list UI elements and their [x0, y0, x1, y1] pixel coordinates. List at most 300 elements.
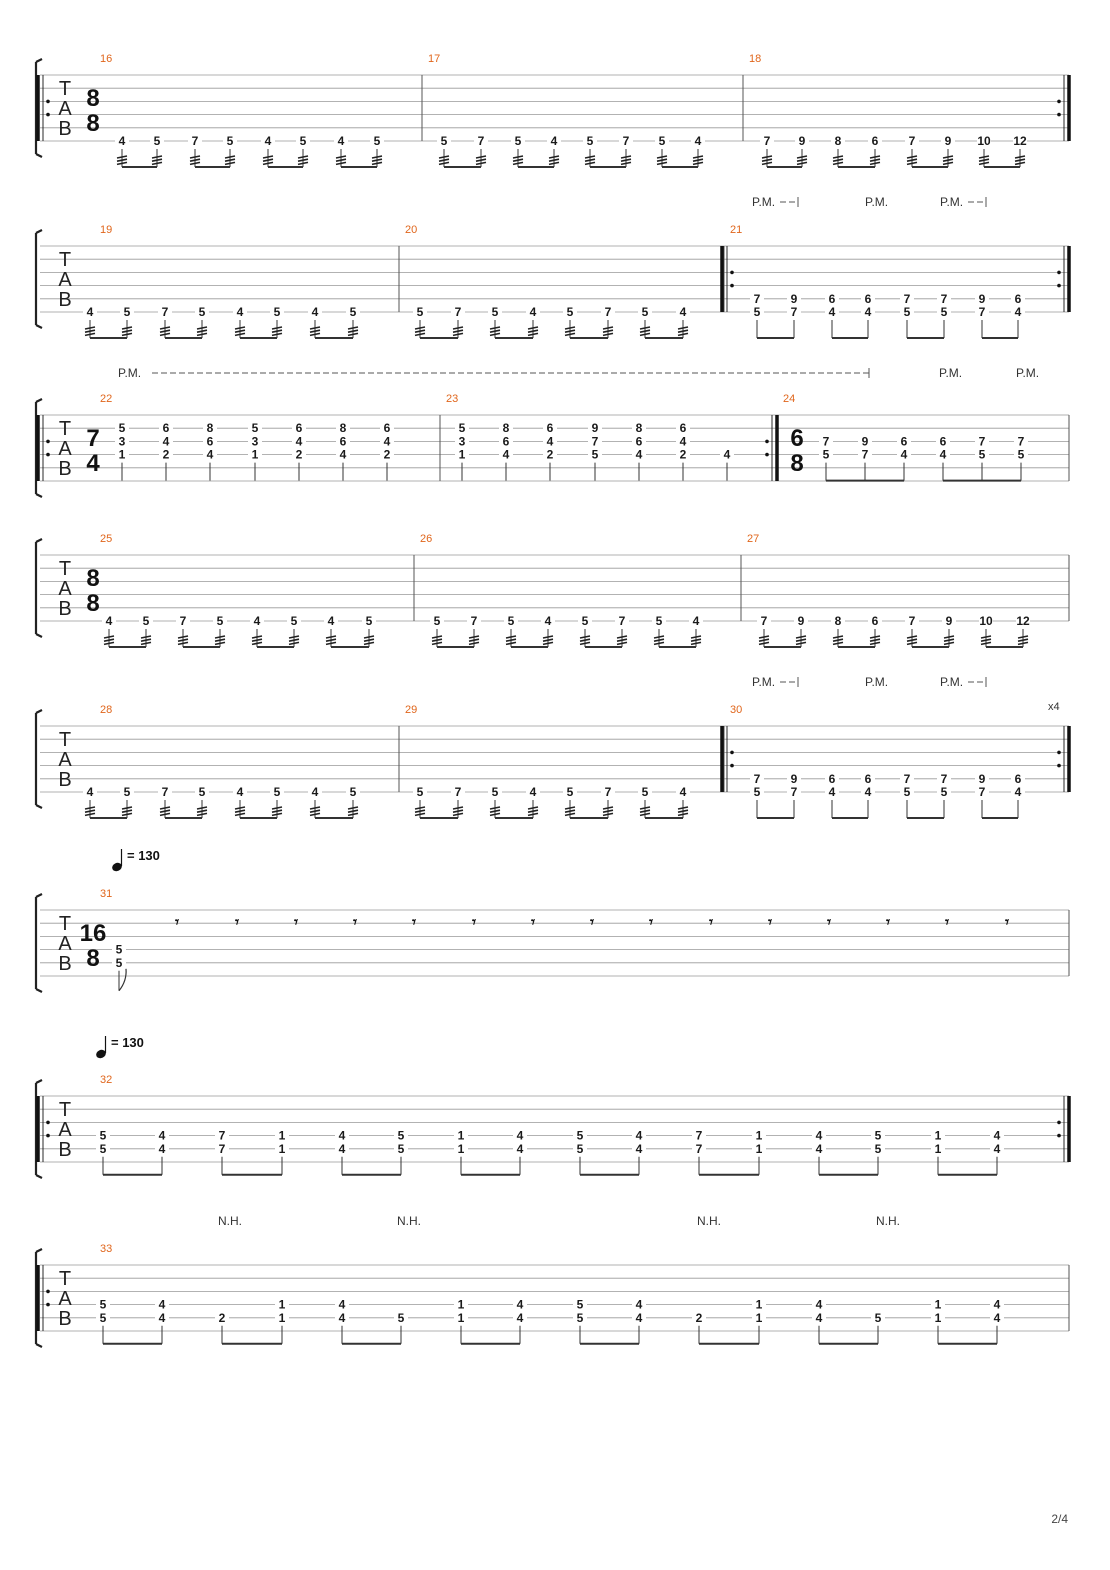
- fret-number: 7: [908, 614, 916, 628]
- tab-clef-letter: T: [58, 558, 72, 580]
- tremolo-stroke: [979, 156, 989, 158]
- fret-number: 5: [491, 305, 499, 319]
- fret-number: 4: [158, 1310, 166, 1325]
- palm-mute-marking: P.M.: [865, 675, 889, 689]
- tremolo-stroke: [263, 162, 273, 164]
- measure-number: 21: [730, 224, 743, 236]
- fret-number: 4: [327, 614, 335, 628]
- time-signature-top: 8: [86, 85, 100, 112]
- tremolo-stroke: [272, 810, 282, 812]
- fret-number: 4: [1014, 785, 1022, 799]
- fret-number: 5: [491, 785, 499, 799]
- eighth-rest: 𝄾: [945, 914, 949, 932]
- fret-number: 7: [903, 291, 911, 306]
- fret-number: 7: [753, 771, 761, 786]
- tremolo-stroke: [603, 807, 613, 809]
- tremolo-stroke: [289, 636, 299, 638]
- fret-number: 4: [993, 1128, 1001, 1143]
- fret-number: 4: [635, 447, 643, 462]
- fret-number: 5: [397, 1128, 405, 1143]
- tremolo-stroke: [215, 636, 225, 638]
- fret-number: 5: [591, 447, 599, 462]
- measure-21: [722, 224, 1069, 338]
- measure-19: [83, 224, 360, 338]
- fret-number: 4: [383, 434, 391, 449]
- fret-number: 7: [760, 614, 768, 628]
- fret-number: 4: [815, 1128, 823, 1143]
- palm-mute-marking: P.M.: [940, 195, 964, 209]
- fret-number: 7: [218, 1128, 226, 1143]
- tremolo-stroke: [122, 330, 132, 332]
- fret-number: 5: [586, 134, 594, 148]
- tremolo-stroke: [617, 636, 627, 638]
- tremolo-stroke: [272, 330, 282, 332]
- tremolo-stroke: [122, 810, 132, 812]
- fret-number: 4: [828, 785, 836, 799]
- fret-number: 6: [162, 421, 170, 436]
- eighth-rest: 𝄾: [294, 914, 298, 932]
- eighth-rest: 𝄾: [175, 914, 179, 932]
- harmonic-marking: N.H.: [218, 1214, 242, 1228]
- tremolo-stroke: [640, 813, 650, 815]
- tremolo-stroke: [490, 327, 500, 329]
- fret-number: 7: [604, 305, 612, 319]
- tremolo-stroke: [1015, 162, 1025, 164]
- fret-number: 4: [118, 134, 126, 148]
- tremolo-stroke: [289, 639, 299, 641]
- fret-number: 5: [440, 134, 448, 148]
- fret-number: 1: [278, 1128, 286, 1143]
- fret-number: 5: [198, 785, 206, 799]
- fret-number: 4: [311, 305, 319, 319]
- fret-number: 4: [550, 134, 558, 148]
- fret-number: 4: [544, 614, 552, 628]
- tremolo-stroke: [298, 159, 308, 161]
- repeat-dot: [1057, 1134, 1061, 1138]
- fret-number: 4: [1014, 305, 1022, 319]
- fret-number: 5: [641, 785, 649, 799]
- tremolo-stroke: [252, 639, 262, 641]
- repeat-dot: [1057, 1121, 1061, 1125]
- fret-number: 5: [115, 942, 123, 957]
- tremolo-stroke: [528, 807, 538, 809]
- tremolo-stroke: [252, 642, 262, 644]
- tremolo-stroke: [580, 636, 590, 638]
- fret-number: 6: [635, 434, 643, 449]
- fret-number: 7: [790, 785, 798, 799]
- tremolo-stroke: [415, 813, 425, 815]
- fret-number: 5: [142, 614, 150, 628]
- fret-number: 4: [206, 447, 214, 462]
- tremolo-stroke: [190, 159, 200, 161]
- fret-number: 5: [99, 1297, 107, 1312]
- tremolo-stroke: [944, 636, 954, 638]
- tab-clef-letter: A: [58, 438, 72, 460]
- tremolo-stroke: [657, 159, 667, 161]
- tremolo-stroke: [432, 636, 442, 638]
- fret-number: 8: [834, 134, 842, 148]
- time-signature-bottom: 8: [86, 110, 100, 137]
- fret-number: 5: [641, 305, 649, 319]
- tremolo-stroke: [654, 639, 664, 641]
- tremolo-stroke: [657, 156, 667, 158]
- tremolo-stroke: [870, 156, 880, 158]
- tremolo-stroke: [310, 327, 320, 329]
- tremolo-stroke: [310, 807, 320, 809]
- tremolo-stroke: [152, 156, 162, 158]
- tab-clef-letter: T: [58, 913, 72, 935]
- repeat-dot: [730, 284, 734, 288]
- tremolo-stroke: [432, 642, 442, 644]
- tremolo-stroke: [476, 159, 486, 161]
- tab-clef-letter: B: [58, 598, 72, 620]
- fret-number: 2: [218, 1310, 226, 1325]
- tremolo-stroke: [85, 810, 95, 812]
- fret-number: 7: [161, 305, 169, 319]
- tab-system-6: [36, 848, 1069, 992]
- fret-number: 5: [123, 305, 131, 319]
- tremolo-stroke: [235, 327, 245, 329]
- eighth-rest: 𝄾: [590, 914, 594, 932]
- tremolo-stroke: [759, 639, 769, 641]
- tremolo-stroke: [565, 327, 575, 329]
- tremolo-stroke: [348, 813, 358, 815]
- tremolo-stroke: [160, 327, 170, 329]
- tremolo-stroke: [678, 327, 688, 329]
- tremolo-stroke: [235, 333, 245, 335]
- tremolo-stroke: [797, 162, 807, 164]
- fret-number: 4: [502, 447, 510, 462]
- tab-clef-letter: T: [58, 729, 72, 751]
- tremolo-stroke: [439, 156, 449, 158]
- repeat-dot: [1057, 284, 1061, 288]
- fret-number: 7: [191, 134, 199, 148]
- tremolo-stroke: [490, 330, 500, 332]
- tremolo-stroke: [225, 159, 235, 161]
- palm-mute-marking: P.M.: [752, 195, 776, 209]
- tremolo-stroke: [415, 330, 425, 332]
- eighth-rest: 𝄾: [412, 914, 416, 932]
- fret-number: 2: [695, 1310, 703, 1325]
- fret-number: 4: [338, 1310, 346, 1325]
- eighth-rest: 𝄾: [649, 914, 653, 932]
- tremolo-stroke: [215, 639, 225, 641]
- fret-number: 5: [753, 305, 761, 319]
- tremolo-stroke: [453, 333, 463, 335]
- tremolo-stroke: [654, 642, 664, 644]
- fret-number: 3: [458, 434, 466, 449]
- tremolo-stroke: [640, 333, 650, 335]
- tremolo-stroke: [439, 162, 449, 164]
- fret-number: 2: [295, 447, 303, 462]
- fret-number: 7: [618, 614, 626, 628]
- fret-number: 7: [978, 305, 986, 319]
- repeat-dot: [46, 1121, 50, 1125]
- fret-number: 7: [1017, 434, 1025, 449]
- tremolo-stroke: [796, 642, 806, 644]
- fret-number: 4: [105, 614, 113, 628]
- repeat-dot: [765, 440, 769, 444]
- fret-number: 7: [470, 614, 478, 628]
- fret-number: 5: [576, 1310, 584, 1325]
- eighth-rest: 𝄾: [1005, 914, 1009, 932]
- tremolo-stroke: [326, 642, 336, 644]
- tremolo-stroke: [759, 636, 769, 638]
- fret-number: 7: [179, 614, 187, 628]
- tremolo-stroke: [336, 156, 346, 158]
- tremolo-stroke: [585, 156, 595, 158]
- repeat-dot: [730, 271, 734, 275]
- repeat-dot: [1057, 751, 1061, 755]
- tremolo-stroke: [122, 327, 132, 329]
- fret-number: 5: [1017, 447, 1025, 462]
- tremolo-stroke: [833, 156, 843, 158]
- measure-28: [83, 704, 360, 818]
- tremolo-stroke: [506, 639, 516, 641]
- fret-number: 8: [834, 614, 842, 628]
- tab-system-5: [36, 675, 1069, 818]
- tremolo-stroke: [565, 807, 575, 809]
- tremolo-stroke: [117, 156, 127, 158]
- tremolo-stroke: [453, 810, 463, 812]
- repeat-dot: [765, 453, 769, 457]
- tremolo-stroke: [160, 810, 170, 812]
- fret-number: 4: [828, 305, 836, 319]
- tremolo-stroke: [348, 807, 358, 809]
- measure-number: 30: [730, 704, 743, 716]
- fret-number: 4: [158, 1297, 166, 1312]
- harmonic-marking: N.H.: [697, 1214, 721, 1228]
- tremolo-stroke: [678, 813, 688, 815]
- tremolo-stroke: [528, 330, 538, 332]
- tab-clef-letter: B: [58, 953, 72, 975]
- tremolo-stroke: [289, 642, 299, 644]
- tremolo-stroke: [640, 327, 650, 329]
- tremolo-stroke: [364, 642, 374, 644]
- fret-number: 9: [944, 134, 952, 148]
- measure-number: 18: [749, 53, 762, 65]
- fret-number: 7: [978, 434, 986, 449]
- fret-number: 4: [86, 785, 94, 799]
- tremolo-stroke: [272, 813, 282, 815]
- fret-number: 1: [755, 1128, 763, 1143]
- tremolo-stroke: [506, 636, 516, 638]
- tremolo-stroke: [907, 159, 917, 161]
- tremolo-stroke: [235, 810, 245, 812]
- fret-number: 6: [939, 434, 947, 449]
- fret-number: 5: [581, 614, 589, 628]
- tremolo-stroke: [565, 810, 575, 812]
- tremolo-stroke: [678, 330, 688, 332]
- tremolo-stroke: [833, 636, 843, 638]
- tremolo-stroke: [1018, 636, 1028, 638]
- tremolo-stroke: [833, 159, 843, 161]
- measure-number: 31: [100, 888, 113, 900]
- tremolo-stroke: [490, 810, 500, 812]
- tremolo-stroke: [870, 162, 880, 164]
- tremolo-stroke: [160, 330, 170, 332]
- fret-number: 6: [1014, 291, 1022, 306]
- eighth-rest: 𝄾: [235, 914, 239, 932]
- tab-clef-letter: A: [58, 933, 72, 955]
- fret-number: 9: [797, 614, 805, 628]
- tremolo-stroke: [310, 333, 320, 335]
- harmonic-marking: N.H.: [876, 1214, 900, 1228]
- tremolo-stroke: [907, 162, 917, 164]
- repeat-dot: [46, 113, 50, 117]
- fret-number: 4: [864, 305, 872, 319]
- tremolo-stroke: [190, 162, 200, 164]
- fret-number: 12: [1013, 134, 1027, 148]
- fret-number: 6: [679, 421, 687, 436]
- tremolo-stroke: [453, 807, 463, 809]
- tremolo-stroke: [117, 162, 127, 164]
- eighth-rest: 𝄾: [886, 914, 890, 932]
- tremolo-stroke: [453, 813, 463, 815]
- fret-number: 5: [416, 305, 424, 319]
- tremolo-stroke: [603, 810, 613, 812]
- tremolo-stroke: [490, 333, 500, 335]
- fret-number: 12: [1016, 614, 1030, 628]
- tremolo-stroke: [85, 813, 95, 815]
- fret-number: 2: [679, 447, 687, 462]
- palm-mute-marking: P.M.: [940, 675, 964, 689]
- tremolo-stroke: [617, 642, 627, 644]
- system-bracket: [36, 710, 42, 808]
- repeat-count: x4: [1048, 701, 1060, 713]
- tremolo-stroke: [152, 162, 162, 164]
- tab-clef-letter: B: [58, 289, 72, 311]
- measure-number: 19: [100, 224, 113, 236]
- tab-clef-letter: B: [58, 118, 72, 140]
- tremolo-stroke: [85, 333, 95, 335]
- tremolo-stroke: [197, 333, 207, 335]
- fret-number: 6: [295, 421, 303, 436]
- tremolo-stroke: [415, 327, 425, 329]
- fret-number: 9: [591, 421, 599, 436]
- tremolo-stroke: [543, 642, 553, 644]
- tremolo-stroke: [691, 636, 701, 638]
- fret-number: 7: [218, 1141, 226, 1156]
- fret-number: 1: [278, 1310, 286, 1325]
- fret-number: 4: [864, 785, 872, 799]
- time-signature-bottom: 8: [86, 945, 100, 972]
- tremolo-stroke: [580, 642, 590, 644]
- tab-clef-letter: A: [58, 269, 72, 291]
- fret-number: 5: [903, 785, 911, 799]
- fret-number: 5: [373, 134, 381, 148]
- tremolo-stroke: [453, 330, 463, 332]
- tremolo-stroke: [439, 159, 449, 161]
- fret-number: 1: [934, 1310, 942, 1325]
- fret-number: 4: [815, 1310, 823, 1325]
- measure-18: [749, 53, 1069, 167]
- time-signature-top: 6: [790, 425, 804, 452]
- tremolo-stroke: [549, 159, 559, 161]
- system-bracket: [36, 230, 42, 328]
- fret-number: 5: [576, 1128, 584, 1143]
- fret-number: 6: [871, 614, 879, 628]
- fret-number: 9: [861, 434, 869, 449]
- repeat-dot: [730, 751, 734, 755]
- fret-number: 5: [99, 1128, 107, 1143]
- fret-number: 1: [934, 1128, 942, 1143]
- fret-number: 5: [226, 134, 234, 148]
- fret-number: 5: [433, 614, 441, 628]
- fret-number: 4: [516, 1128, 524, 1143]
- fret-number: 4: [264, 134, 272, 148]
- repeat-dot: [46, 453, 50, 457]
- repeat-dot: [46, 100, 50, 104]
- tremolo-stroke: [979, 162, 989, 164]
- tremolo-stroke: [979, 159, 989, 161]
- tremolo-stroke: [513, 159, 523, 161]
- fret-number: 2: [546, 447, 554, 462]
- time-signature-top: 16: [79, 920, 107, 947]
- tremolo-stroke: [762, 162, 772, 164]
- palm-mute-marking: P.M.: [1016, 366, 1040, 380]
- tremolo-stroke: [1015, 156, 1025, 158]
- page-number: 2/4: [1051, 1512, 1068, 1526]
- fret-number: 5: [118, 421, 126, 436]
- repeat-dot: [46, 1303, 50, 1307]
- tremolo-stroke: [348, 333, 358, 335]
- fret-number: 1: [457, 1141, 465, 1156]
- tremolo-stroke: [272, 807, 282, 809]
- tremolo-stroke: [565, 330, 575, 332]
- measure-27: [747, 533, 1030, 647]
- tremolo-stroke: [762, 159, 772, 161]
- tremolo-stroke: [197, 813, 207, 815]
- fret-number: 5: [458, 421, 466, 436]
- tempo-marking: = 130: [111, 1035, 144, 1050]
- fret-number: 4: [253, 614, 261, 628]
- fret-number: 5: [576, 1297, 584, 1312]
- measure-number: 29: [405, 704, 418, 716]
- fret-number: 7: [790, 305, 798, 319]
- fret-number: 5: [397, 1310, 405, 1325]
- measure-number: 27: [747, 533, 760, 545]
- fret-number: 4: [993, 1310, 1001, 1325]
- time-signature-top: 7: [86, 425, 100, 452]
- fret-number: 4: [162, 434, 170, 449]
- fret-number: 5: [576, 1141, 584, 1156]
- fret-number: 5: [299, 134, 307, 148]
- tremolo-stroke: [528, 813, 538, 815]
- fret-number: 8: [339, 421, 347, 436]
- fret-number: 1: [458, 447, 466, 462]
- fret-number: 7: [753, 291, 761, 306]
- tremolo-stroke: [678, 333, 688, 335]
- tremolo-stroke: [580, 639, 590, 641]
- tremolo-stroke: [160, 807, 170, 809]
- tremolo-stroke: [678, 810, 688, 812]
- tab-system-4: [36, 533, 1069, 647]
- fret-number: 5: [365, 614, 373, 628]
- tremolo-stroke: [372, 159, 382, 161]
- fret-number: 6: [828, 771, 836, 786]
- fret-number: 4: [158, 1128, 166, 1143]
- note-flag: [119, 969, 126, 991]
- measure-26: [420, 533, 703, 647]
- tremolo-stroke: [693, 156, 703, 158]
- fret-number: 1: [278, 1141, 286, 1156]
- fret-number: 8: [206, 421, 214, 436]
- fret-number: 9: [978, 291, 986, 306]
- fret-number: 1: [457, 1128, 465, 1143]
- tremolo-stroke: [235, 807, 245, 809]
- fret-number: 6: [864, 771, 872, 786]
